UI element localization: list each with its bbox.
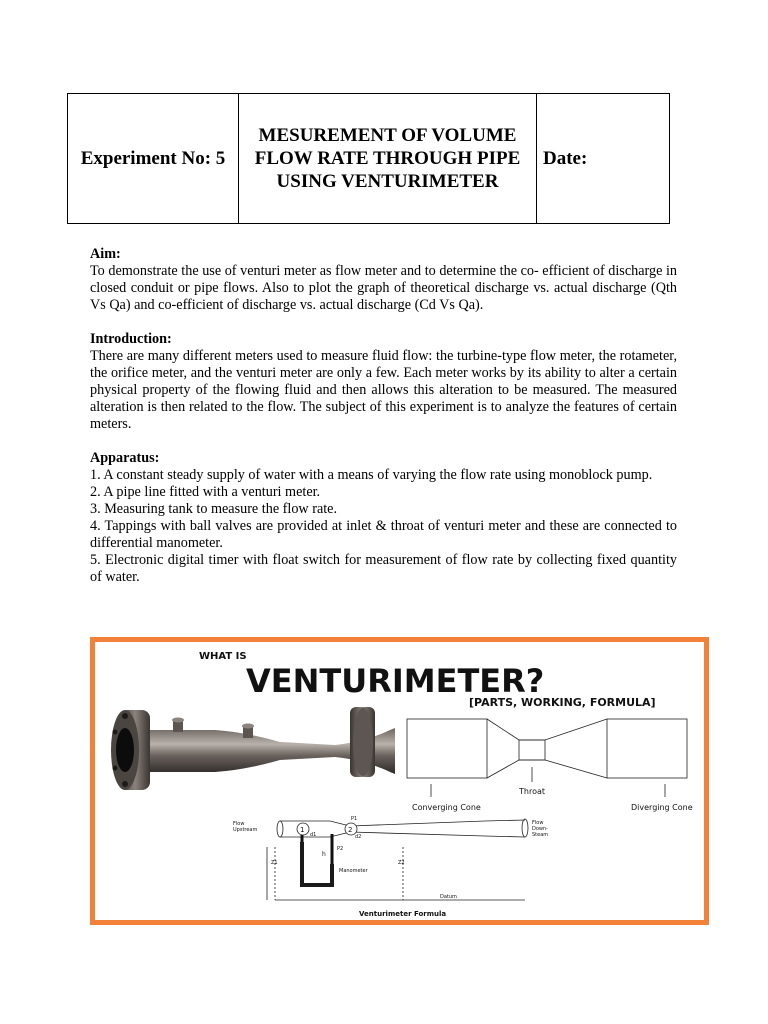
converging-cone-label: Converging Cone (412, 803, 481, 812)
venturimeter-3d-image (111, 707, 395, 790)
document-body (90, 246, 677, 586)
date-label: Date: (543, 148, 588, 169)
title-line-1: MESUREMENT OF VOLUME (258, 125, 517, 146)
apparatus-item: 3. Measuring tank to measure the flow rate. (90, 501, 338, 517)
z2-label: Z2 (398, 860, 405, 866)
d1-label: d1 (310, 832, 317, 838)
title-line-3: USING VENTURIMETER (276, 171, 499, 192)
p1-label: P1 (351, 816, 358, 822)
venturimeter-figure (90, 637, 709, 925)
venturi-cross-section (407, 719, 687, 797)
point-1-label: 1 (300, 826, 305, 834)
introduction-heading: Introduction: (90, 331, 172, 347)
figure-title: VENTURIMETER? (246, 662, 545, 700)
apparatus-item: 2. A pipe line fitted with a venturi meter. (90, 484, 321, 500)
formula-caption: Venturimeter Formula (359, 910, 447, 918)
z1-label: Z1 (271, 860, 278, 866)
p2-label: P2 (337, 846, 344, 852)
venturimeter-illustration (95, 642, 704, 920)
apparatus-heading: Apparatus: (90, 450, 160, 466)
d2-label: d2 (355, 834, 362, 840)
datum-label: Datum (440, 894, 457, 900)
apparatus-item: 4. Tappings with ball valves are provided at inlet & throat of venturi meter and these are connected to differential manometer. (90, 518, 677, 551)
experiment-title (239, 94, 537, 223)
what-is-label: WHAT IS (199, 651, 247, 662)
aim-heading: Aim: (90, 246, 121, 262)
figure-subtitle: [PARTS, WORKING, FORMULA] (469, 696, 656, 709)
apparatus-item: 5. Electronic digital timer with float switch for measurement of flow rate by collecting fixed quantity of water. (90, 552, 677, 585)
h-label: h (322, 851, 326, 858)
throat-label: Throat (519, 787, 546, 796)
introduction-text: There are many different meters used to measure fluid flow: the turbine-type flow meter, the rotameter, the orifice meter, and the venturi meter are only a few. Each meter works by its ability to alter a certain physical property of the flowing fluid and then allows this alteration to be measured. The measured alteration is then related to the flow. The subject of this experiment is to analyze the features of certain meters. (90, 348, 677, 432)
experiment-header-table (67, 93, 670, 224)
manometer-label: Manometer (339, 868, 368, 874)
flow-downstream-label-2: Down- (532, 826, 548, 832)
flow-upstream-label-1: Flow (233, 821, 245, 827)
flow-downstream-label-1: Flow (532, 820, 544, 826)
flow-downstream-label-3: Steam (532, 832, 549, 838)
point-2-label: 2 (348, 826, 353, 834)
diverging-cone-label: Diverging Cone (631, 803, 693, 812)
flow-upstream-label-2: Upstream (233, 827, 258, 833)
experiment-number: Experiment No: 5 (68, 94, 239, 223)
aim-text: To demonstrate the use of venturi meter as flow meter and to determine the co- efficient of discharge in closed conduit or pipe flows. Also to plot the graph of theoretical discharge vs. actual discharge (Qth Vs Qa) and co-efficient of discharge vs. actual discharge (Cd Vs Qa). (90, 263, 677, 313)
apparatus-item: 1. A constant steady supply of water with a means of varying the flow rate using monoblock pump. (90, 467, 653, 483)
title-line-2: FLOW RATE THROUGH PIPE (254, 148, 521, 169)
